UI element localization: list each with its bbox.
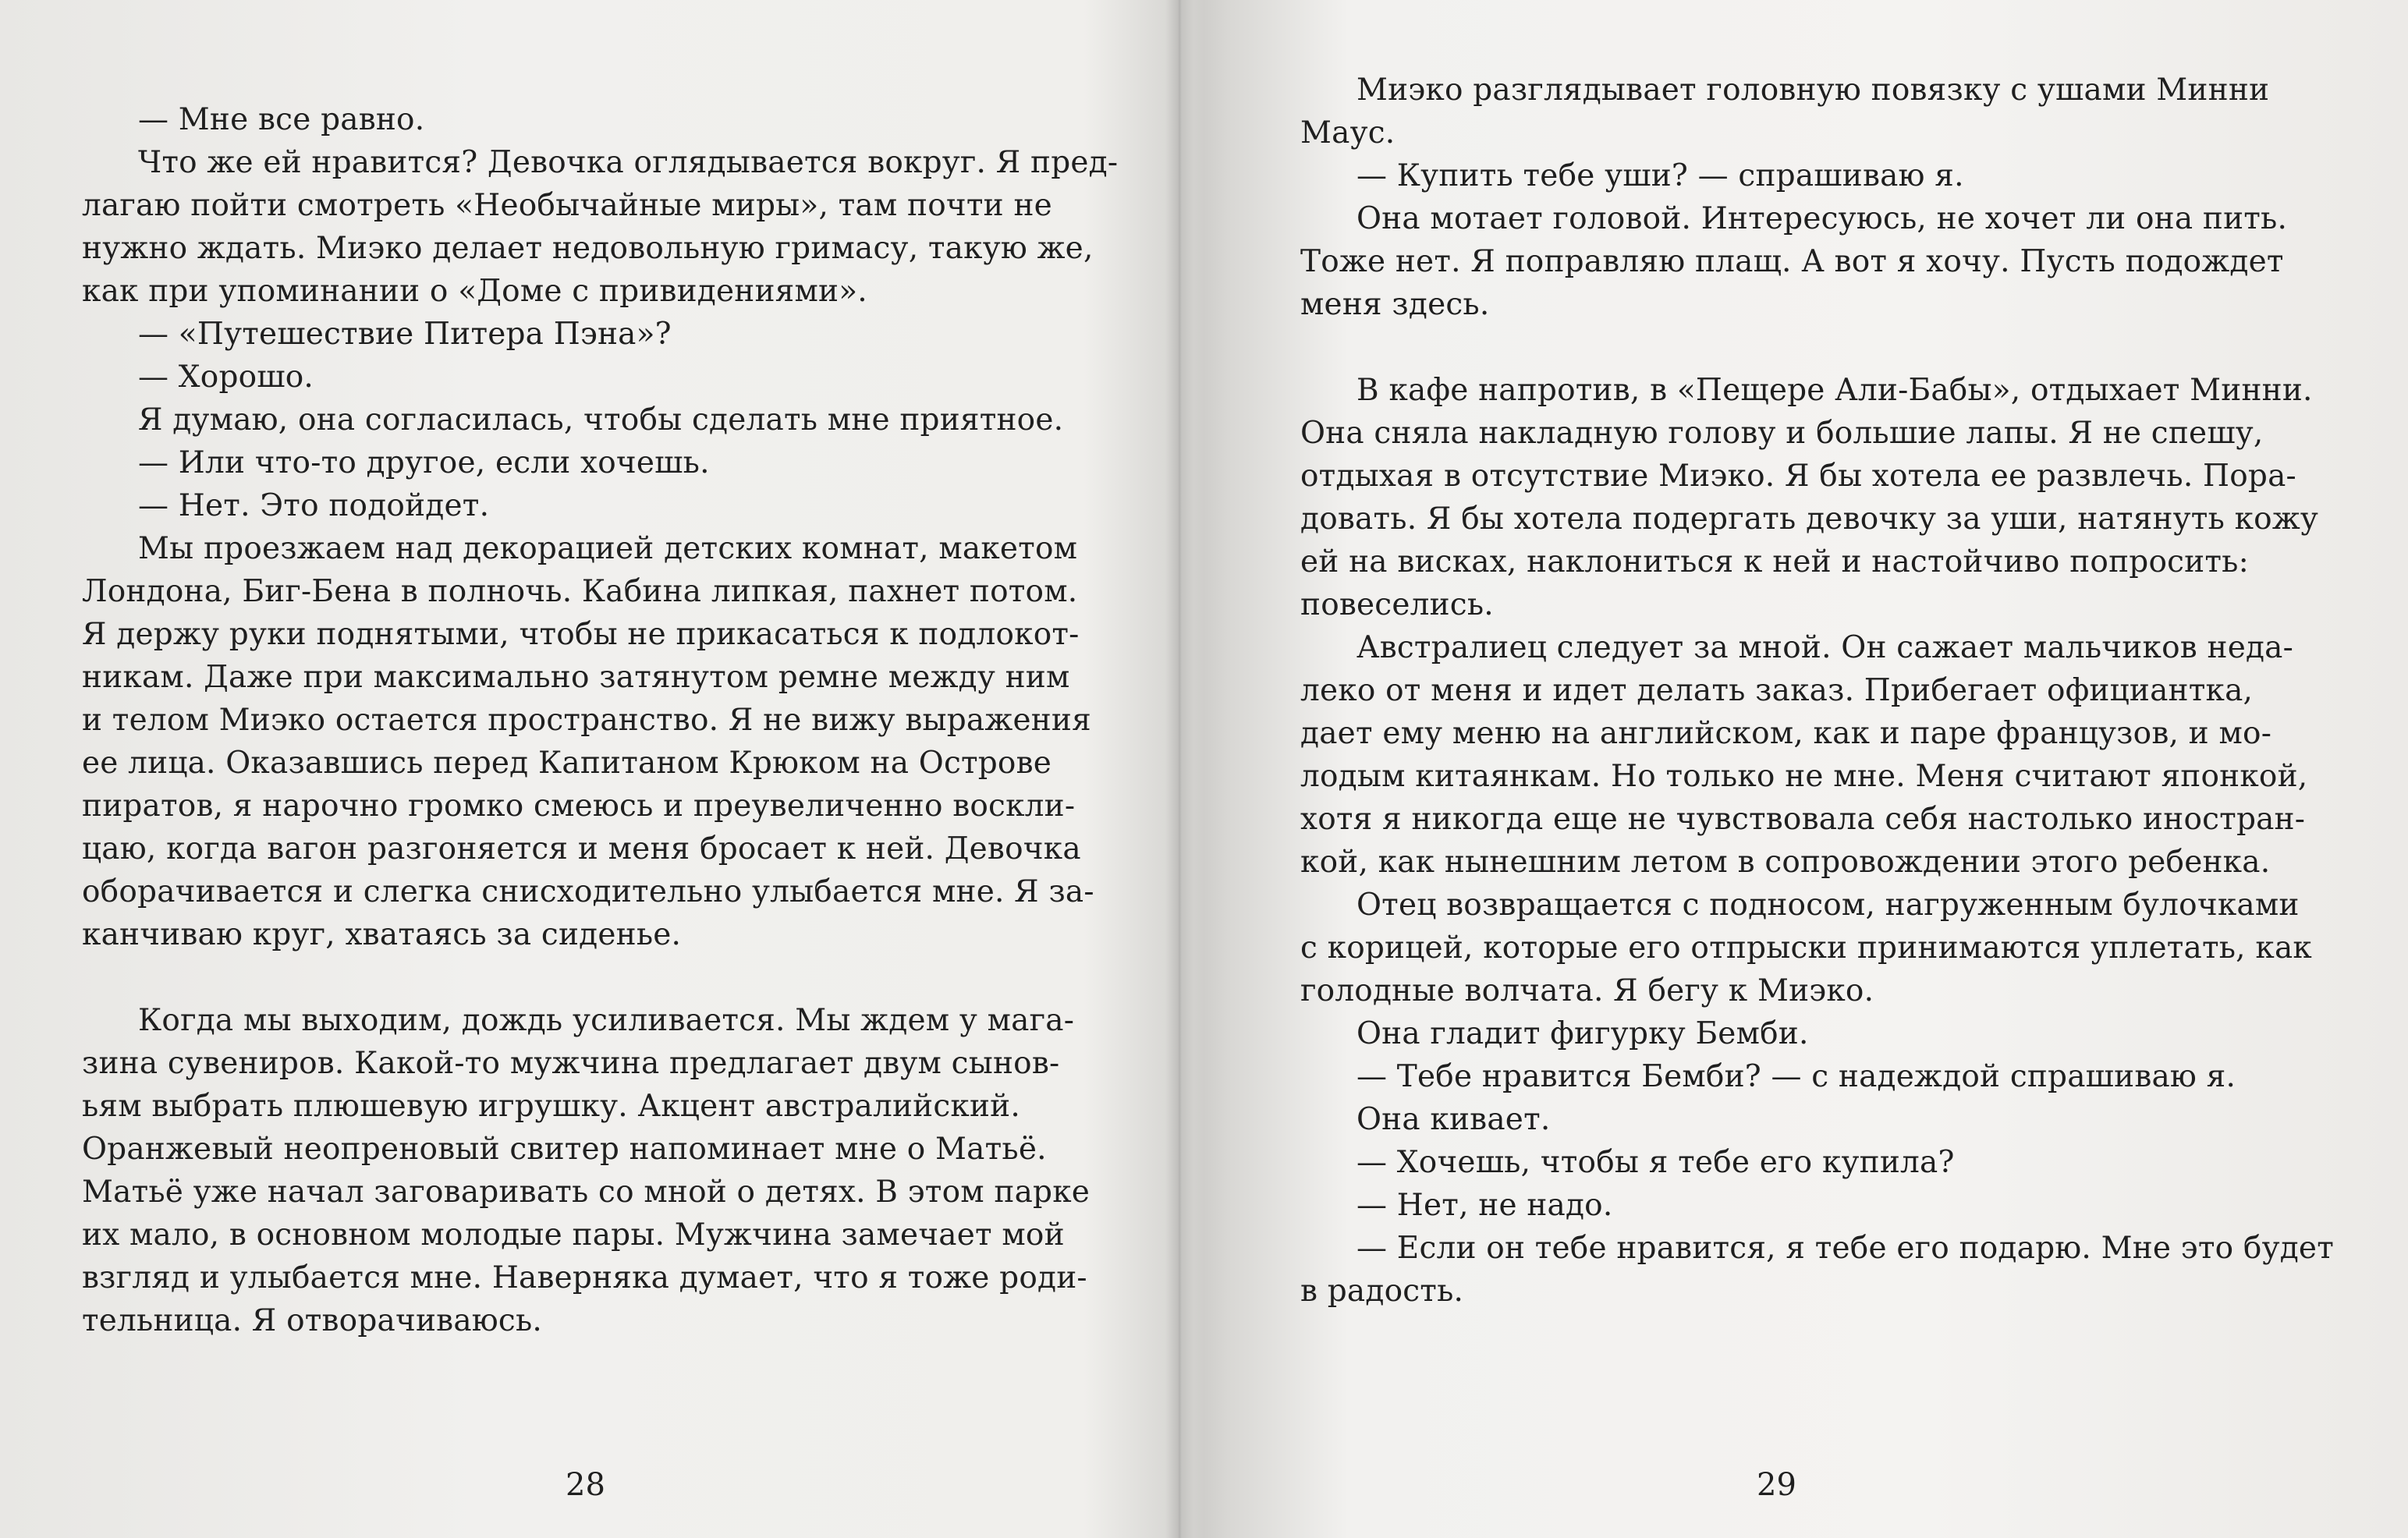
text-line: Я думаю, она согласилась, чтобы сделать мне приятное. — [138, 402, 1064, 438]
text-line: лагаю пойти смотреть «Необычайные миры», там почти не — [82, 188, 1052, 223]
right-page-number: 29 — [1757, 1467, 1796, 1503]
text-line: голодные волчата. Я бегу к Миэко. — [1300, 973, 1874, 1008]
text-line: повеселись. — [1300, 587, 1494, 622]
text-line: — Хорошо. — [138, 360, 314, 395]
text-line: — Хочешь, чтобы я тебе его купила? — [1356, 1145, 1955, 1180]
text-line: кой, как нынешним летом в сопровождении этого ребенка. — [1300, 845, 2271, 880]
text-line: лодым китаянкам. Но только не мне. Меня считают японкой, — [1300, 759, 2308, 794]
text-line: Австралиец следует за мной. Он сажает мальчиков неда- — [1356, 630, 2294, 665]
text-line: Она сняла накладную голову и большие лапы. Я не спешу, — [1300, 416, 2264, 451]
text-line: — Купить тебе уши? — спрашиваю я. — [1356, 158, 1964, 193]
text-line: Миэко разглядывает головную повязку с ушами Минни — [1356, 73, 2270, 108]
text-line: — «Путешествие Питера Пэна»? — [138, 317, 672, 352]
right-page-text — [1300, 69, 2334, 1313]
text-line: Она гладит фигурку Бемби. — [1356, 1016, 1809, 1051]
text-line: Оранжевый неопреновый свитер напоминает мне о Матьё. — [82, 1132, 1047, 1167]
text-line: дает ему меню на английском, как и паре французов, и мо- — [1300, 716, 2272, 751]
text-line: Маус. — [1300, 115, 1396, 151]
right-page — [1179, 0, 2408, 1538]
text-line: тельница. Я отворачиваюсь. — [82, 1303, 542, 1338]
text-line: в радость. — [1300, 1274, 1464, 1309]
text-line: их мало, в основном молодые пары. Мужчина замечает мой — [82, 1217, 1065, 1253]
text-line: — Если он тебе нравится, я тебе его подарю. Мне это будет — [1356, 1231, 2334, 1266]
text-line: ьям выбрать плюшевую игрушку. Акцент австралийский. — [82, 1089, 1020, 1124]
text-line: Я держу руки поднятыми, чтобы не прикасаться к подлокот- — [82, 617, 1080, 652]
text-line: канчиваю круг, хватаясь за сиденье. — [82, 917, 682, 952]
text-line: — Тебе нравится Бемби? — с надеждой спрашиваю я. — [1356, 1059, 2236, 1094]
text-line: Отец возвращается с подносом, нагруженным булочками — [1356, 888, 2300, 923]
text-line: — Мне все равно. — [138, 102, 425, 137]
text-line: взгляд и улыбается мне. Наверняка думает, что я тоже роди- — [82, 1260, 1087, 1295]
text-line: отдыхая в отсутствие Миэко. Я бы хотела ее развлечь. Пора- — [1300, 459, 2296, 494]
text-line: с корицей, которые его отпрыски принимаются уплетать, как — [1300, 930, 2312, 966]
text-line: цаю, когда вагон разгоняется и меня бросает к ней. Девочка — [82, 831, 1081, 866]
text-line: Тоже нет. Я поправляю плащ. А вот я хочу. Пусть подождет — [1300, 244, 2284, 279]
text-line: Лондона, Биг-Бена в полночь. Кабина липкая, пахнет потом. — [82, 574, 1078, 609]
text-line: Матьё уже начал заговаривать со мной о детях. В этом парке — [82, 1175, 1091, 1210]
text-line: довать. Я бы хотела подергать девочку за уши, натянуть кожу — [1300, 501, 2319, 537]
text-line: меня здесь. — [1300, 287, 1490, 322]
text-line: Мы проезжаем над декорацией детских комнат, макетом — [138, 531, 1078, 566]
text-line: пиратов, я нарочно громко смеюсь и преувеличенно воскли- — [82, 788, 1076, 824]
text-line: и телом Миэко остается пространство. Я не вижу выражения — [82, 703, 1091, 738]
text-line: Она мотает головой. Интересуюсь, не хочет ли она пить. — [1356, 201, 2288, 236]
text-line: ее лица. Оказавшись перед Капитаном Крюком на Острове — [82, 746, 1052, 781]
text-line: Она кивает. — [1356, 1102, 1551, 1137]
left-page — [0, 0, 1179, 1538]
text-line: никам. Даже при максимально затянутом ремне между ним — [82, 660, 1070, 695]
text-line: Что же ей нравится? Девочка оглядывается вокруг. Я пред- — [138, 145, 1119, 180]
text-line: зина сувениров. Какой-то мужчина предлагает двум сынов- — [82, 1046, 1060, 1081]
text-line: как при упоминании о «Доме с привидениями». — [82, 274, 867, 309]
text-line: В кафе напротив, в «Пещере Али-Бабы», отдыхает Минни. — [1356, 373, 2313, 408]
text-line: леко от меня и идет делать заказ. Прибегает официантка, — [1300, 673, 2254, 708]
left-page-text — [82, 98, 1119, 1342]
text-line: — Или что-то другое, если хочешь. — [138, 445, 710, 480]
left-page-number: 28 — [566, 1467, 605, 1503]
text-line: ей на висках, наклониться к ней и настойчиво попросить: — [1300, 544, 2249, 579]
text-line — [1300, 326, 2295, 369]
text-line: оборачивается и слегка снисходительно улыбается мне. Я за- — [82, 874, 1094, 909]
text-line: — Нет. Это подойдет. — [138, 488, 490, 523]
text-line — [82, 956, 1045, 999]
text-line: — Нет, не надо. — [1356, 1188, 1613, 1223]
text-line: нужно ждать. Миэко делает недовольную гримасу, такую же, — [82, 231, 1094, 266]
text-line: хотя я никогда еще не чувствовала себя настолько иностран- — [1300, 802, 2306, 837]
text-line: Когда мы выходим, дождь усиливается. Мы ждем у мага- — [138, 1003, 1075, 1038]
